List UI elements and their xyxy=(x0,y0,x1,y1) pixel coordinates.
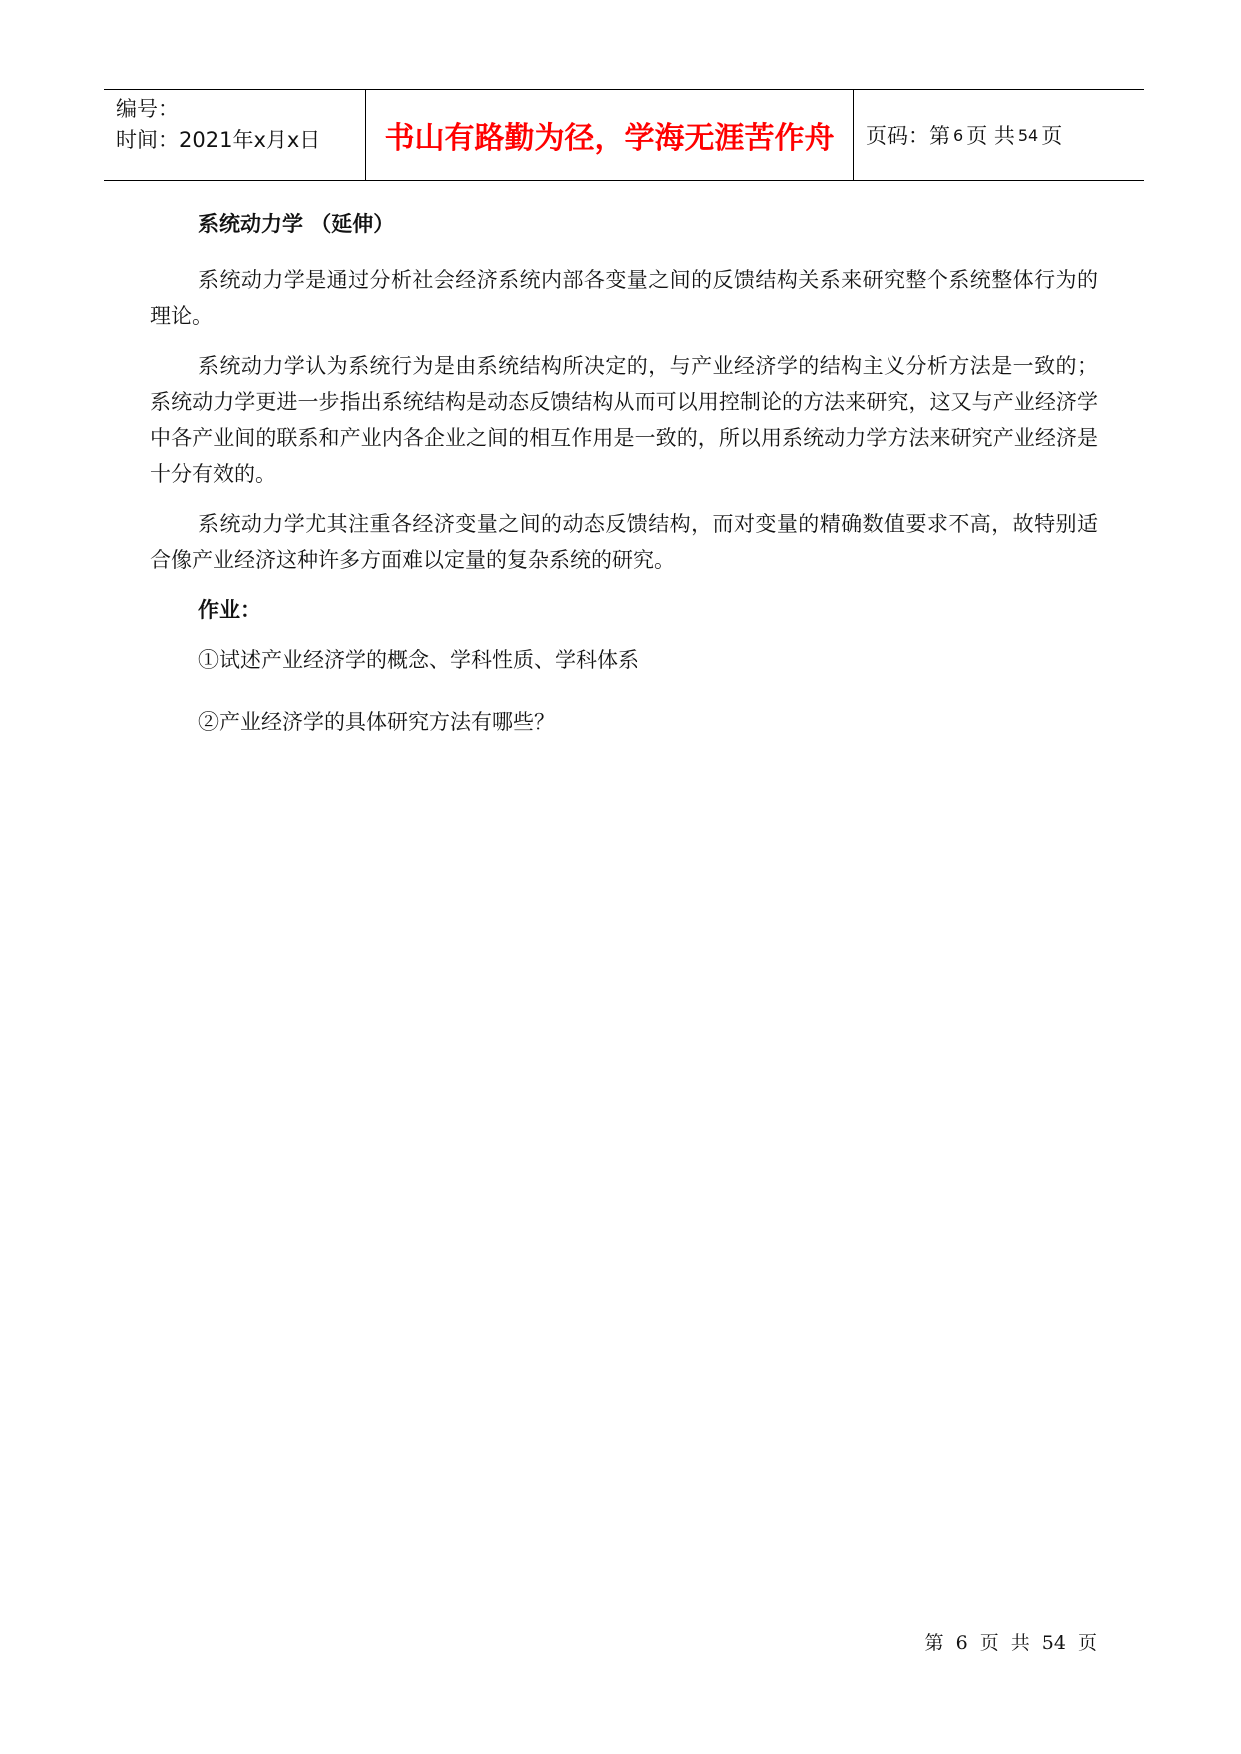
homework-item: ②产业经济学的具体研究方法有哪些？ xyxy=(198,710,555,734)
number-label: 编号： xyxy=(116,97,179,121)
page-current: 6 xyxy=(953,125,964,145)
page-suffix: 页 xyxy=(1041,124,1063,148)
paragraph: 系统动力学认为系统行为是由系统结构所决定的，与产业经济学的结构主义分析方法是一致的；系统动力学更进一步指出系统结构是动态反馈结构从而可以用控制论的方法来研究，这又与产业经济学中各产业间的联系和产业内各企业之间的相互作用是一致的，所以用系统动力学方法来研究产业经济是十分有效的。 xyxy=(150,354,1098,486)
page-mid: 页 共 xyxy=(966,124,1015,148)
section-title: 系统动力学 （延伸） xyxy=(198,212,395,236)
document-body xyxy=(150,206,1098,766)
document-header xyxy=(104,89,1144,181)
homework-title: 作业： xyxy=(198,598,261,622)
page-footer: 第 6 页 共 54 页 xyxy=(924,1632,1097,1654)
time-label: 时间：2021年x月x日 xyxy=(116,128,321,152)
page-total: 54 xyxy=(1017,125,1039,145)
header-motto: 书山有路勤为径，学海无涯苦作舟 xyxy=(366,90,854,180)
header-page-info xyxy=(854,90,1144,180)
page-prefix: 页码：第 xyxy=(866,124,950,148)
paragraph: 系统动力学是通过分析社会经济系统内部各变量之间的反馈结构关系来研究整个系统整体行为的理论。 xyxy=(150,268,1098,328)
header-meta xyxy=(104,90,366,180)
homework-item: ①试述产业经济学的概念、学科性质、学科体系 xyxy=(198,648,639,672)
paragraph: 系统动力学尤其注重各经济变量之间的动态反馈结构，而对变量的精确数值要求不高，故特别适合像产业经济这种许多方面难以定量的复杂系统的研究。 xyxy=(150,512,1098,572)
